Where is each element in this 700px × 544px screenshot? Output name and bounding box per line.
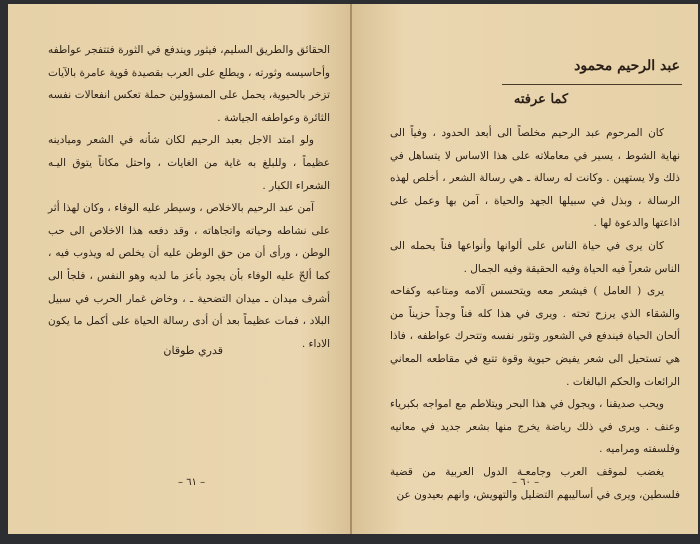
left-page-body (48, 39, 330, 355)
left-page (8, 4, 351, 534)
paragraph: يرى ( العامل ) فيشعر معه ويتحسس آلامه ومتاعبه وكفاحه والشقاء الذي يرزح تحته . ويرى في هذا كله فناً وجداً حزيناً من ألحان الحياة فيندفع في الشعور وتثور نفسه وتتحرك عواطفه ، فاذا هي تستحيل الى شعر يفيض حيوية وقوة تتبع في مقاطعه المعاني الرائعات والحكم البالغات . (390, 285, 680, 388)
paragraph: ولو امتد الاجل بعبد الرحيم لكان شأنه في الشعر وميادينه عظيماً ، وللبلغ به غاية من الغايات ، واحتل مكاناً يتوق اليـه الشعراء الكبار . (48, 134, 330, 192)
paragraph: كان يرى في حياة الناس على ألوانها وأنواعها فناً يحمله الى الناس شعراً فيه الحياة وفيه الحقيقة وفيه الجمال . (390, 239, 680, 275)
book-spread (8, 4, 698, 534)
paragraph: الحقائق والطريق السليم، فيثور ويندفع في الثورة فتتفجر عواطفه وأحاسيسه وثورته ، ويطلع على العرب بقصيدة قوية عامرة بالآيات تزخر بالحيوية، يحمل على المسؤولين حملة تعكس انفعالات نفسه الثائرة وعواطفه الجياشة . (48, 44, 330, 124)
paragraph: ويحب صديقنا ، ويجول في هذا البحر ويتلاطم مع امواجه بكبرياء وعنف . ويرى في ذلك رياضة يخرج منها بشعر جديد في معانيه وفلسفته ومراميه . (390, 398, 680, 456)
right-page (352, 4, 698, 534)
running-head: عبد الرحيم محمود (574, 58, 680, 74)
page-number: – ٦٠ – (512, 477, 540, 488)
author-signature: قدري طوقان (163, 344, 223, 357)
right-page-body (390, 122, 680, 506)
paragraph: كان المرحوم عبد الرحيم مخلصاً الى أبعد الحدود ، وفياً الى نهاية الشوط ، يسير في معاملاته على هذا الاساس لا يتساهل في ذلك ولا يستهين . وكانت له رسالة ـ هي رسالة الشعر ، أخلص لهذه الرسالة ، وبذل في سبيلها الجهد والحياة ، آمن بها وعمل على اذاعتها والدعوة لها . (390, 127, 680, 230)
paragraph: آمن عبد الرحيم بالاخلاص ، وسيطر عليه الوفاء ، وكان لهذا أثر على نشاطه وحياته واتجاهاته ، وقد دفعه هذا الاخلاص الى حب الوطن ، ورأى أن من حق الوطن عليه أن يخلص له ويذوب فيه ، كما ألحّ عليه الوفاء بأن يجود بأعز ما لديه وهو النفس ، فلجأ الى أشرف ميدان ـ ميدان التضحية ـ ، وخاض غمار الحرب في سبيل البلاد ، فمات عظيماً بعد أن أدى رسالة الحياة على أكمل ما يكون الاداء . (48, 202, 330, 350)
section-title: كما عرفته (513, 92, 569, 107)
paragraph: يغضب لموقف العرب وجامعـة الدول العربية من قضية فلسطين، ويرى في أساليبهم التضليل والتهويش، وانهم بعيدون عن (390, 465, 680, 501)
page-number: – ٦١ – (178, 477, 206, 488)
header-rule (502, 84, 682, 85)
